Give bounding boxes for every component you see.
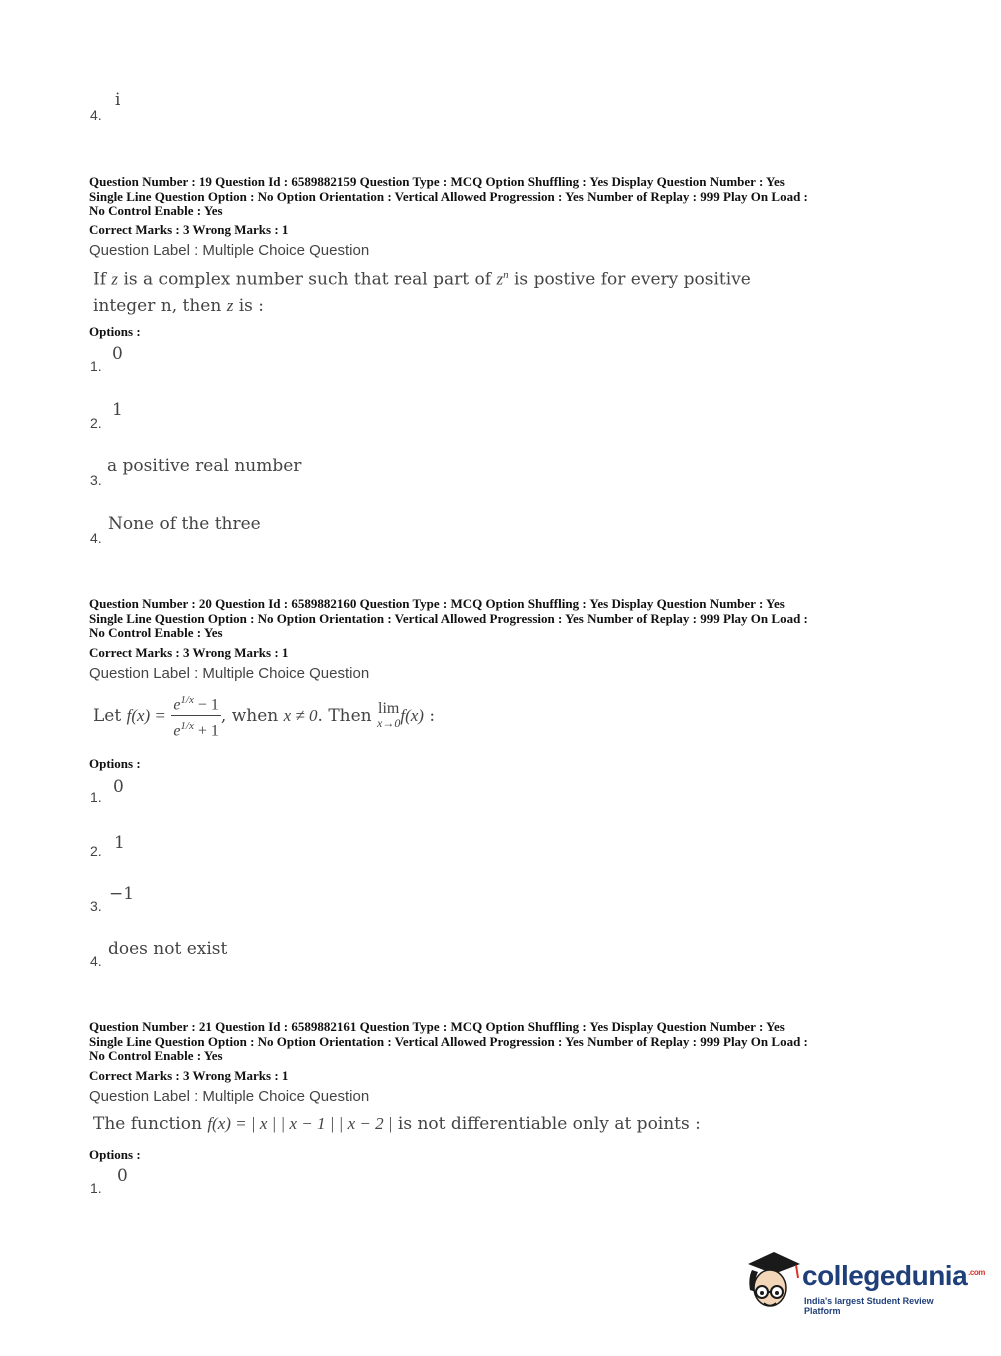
question-21-text [93,1111,813,1137]
question-19-options-heading: Options : [89,324,141,339]
q20-fx: f(x) = [126,705,166,725]
q19-option-3-number: 3. [90,472,102,488]
question-19-label: Question Label : Multiple Choice Question [89,242,370,259]
q19-text-part1: If [93,269,112,290]
question-21-options-heading: Options : [89,1147,141,1162]
q20-fraction [171,690,221,742]
limit-word: lim [378,699,400,717]
question-20-options-heading: Options : [89,756,141,771]
q20-end: : [423,705,436,726]
numerator-exponent: 1/x [180,694,194,706]
meta-line-3: No Control Enable : Yes [89,203,223,218]
q20-option-3-number: 3. [90,898,102,914]
meta-line-2: Single Line Question Option : No Option Orientation : Vertical Allowed Progression : Yes Number of Replay : 999 Play On Load : [89,1033,808,1049]
q20-limit-fx: f(x) [400,705,424,725]
q19-option-1-number: 1. [90,358,102,374]
question-19-marks: Correct Marks : 3 Wrong Marks : 1 [89,222,289,237]
q19-option-4-value[interactable]: None of the three [108,514,261,534]
question-20-meta [89,597,919,641]
meta-line-3: No Control Enable : Yes [89,1048,223,1063]
wordmark-text: collegedunia [802,1260,968,1291]
q19-exponent-n: n [503,269,509,281]
q21-text-part2: is not differentiable only at points : [392,1114,701,1134]
question-20-text [93,690,813,742]
question-19-text [93,262,813,319]
question-20-marks: Correct Marks : 3 Wrong Marks : 1 [89,645,289,660]
question-21-marks: Correct Marks : 3 Wrong Marks : 1 [89,1068,289,1083]
q21-text-part1: The function [93,1114,208,1134]
q20-fraction-denominator [171,716,221,741]
q20-option-4-value[interactable]: does not exist [108,939,228,959]
q19-text-part2: is a complex number such that real part of [118,269,497,290]
q20-option-1-number: 1. [90,789,102,805]
q21-option-1-number: 1. [90,1180,102,1196]
q20-fraction-numerator [171,690,221,716]
mascot-icon [742,1248,802,1318]
q19-text-line2-part1: integer n, then [93,295,227,316]
q19-var-z: z [111,269,119,289]
denominator-exponent: 1/x [180,720,194,733]
meta-line-1: Question Number : 21 Question Id : 6589882161 Question Type : MCQ Option Shuffling : Yes Display Question Number : Yes [89,1019,785,1034]
q20-option-2-number: 2. [90,843,102,859]
q19-option-2-value[interactable]: 1 [112,400,123,420]
meta-line-2: Single Line Question Option : No Option Orientation : Vertical Allowed Progression : Yes Number of Replay : 999 Play On Load : [89,188,808,204]
q20-option-1-value[interactable]: 0 [113,777,124,797]
q19-var-z-2: z [226,295,234,315]
meta-line-1: Question Number : 19 Question Id : 6589882159 Question Type : MCQ Option Shuffling : Yes Display Question Number : Yes [89,174,785,189]
q19-option-1-value[interactable]: 0 [112,344,123,364]
question-20-label: Question Label : Multiple Choice Question [89,665,370,682]
prev-option-4-number: 4. [90,107,102,123]
q19-option-2-number: 2. [90,415,102,431]
q20-condition: x ≠ 0 [283,705,318,725]
logo-tagline: India's largest Student Review Platform [804,1296,934,1316]
meta-line-1: Question Number : 20 Question Id : 6589882160 Question Type : MCQ Option Shuffling : Yes Display Question Number : Yes [89,596,785,611]
meta-line-2: Single Line Question Option : No Option Orientation : Vertical Allowed Progression : Yes Number of Replay : 999 Play On Load : [89,610,808,626]
logo-wordmark [802,1260,985,1292]
prev-option-4-value: i [115,90,121,110]
q19-text-line2-part2: is : [233,295,265,316]
q20-then: . Then [317,705,378,726]
numerator-tail: − 1 [193,696,219,714]
collegedunia-logo [742,1248,985,1318]
q19-option-3-value[interactable]: a positive real number [107,456,302,476]
limit-subscript: x→0 [377,715,401,730]
denominator-base: e [173,722,181,740]
numerator-base: e [173,696,181,714]
denominator-tail: + 1 [193,722,219,740]
q19-text-part3: is postive for every positive [508,269,751,290]
q20-option-3-value[interactable]: −1 [109,884,135,904]
q19-option-4-number: 4. [90,530,102,546]
q20-option-4-number: 4. [90,953,102,969]
q20-option-2-value[interactable]: 1 [114,833,125,853]
question-19-meta [89,175,919,219]
wordmark-suffix: .com [968,1267,985,1277]
q21-option-1-value[interactable]: 0 [117,1166,128,1186]
q20-limit [377,699,401,730]
meta-line-3: No Control Enable : Yes [89,625,223,640]
q21-formula: f(x) = | x | | x − 1 | | x − 2 | [207,1114,393,1133]
q20-when: , when [220,705,284,726]
q20-let: Let [93,705,127,726]
question-21-label: Question Label : Multiple Choice Question [89,1088,370,1105]
q19-var-z-power: z [496,269,504,289]
question-21-meta [89,1020,919,1064]
